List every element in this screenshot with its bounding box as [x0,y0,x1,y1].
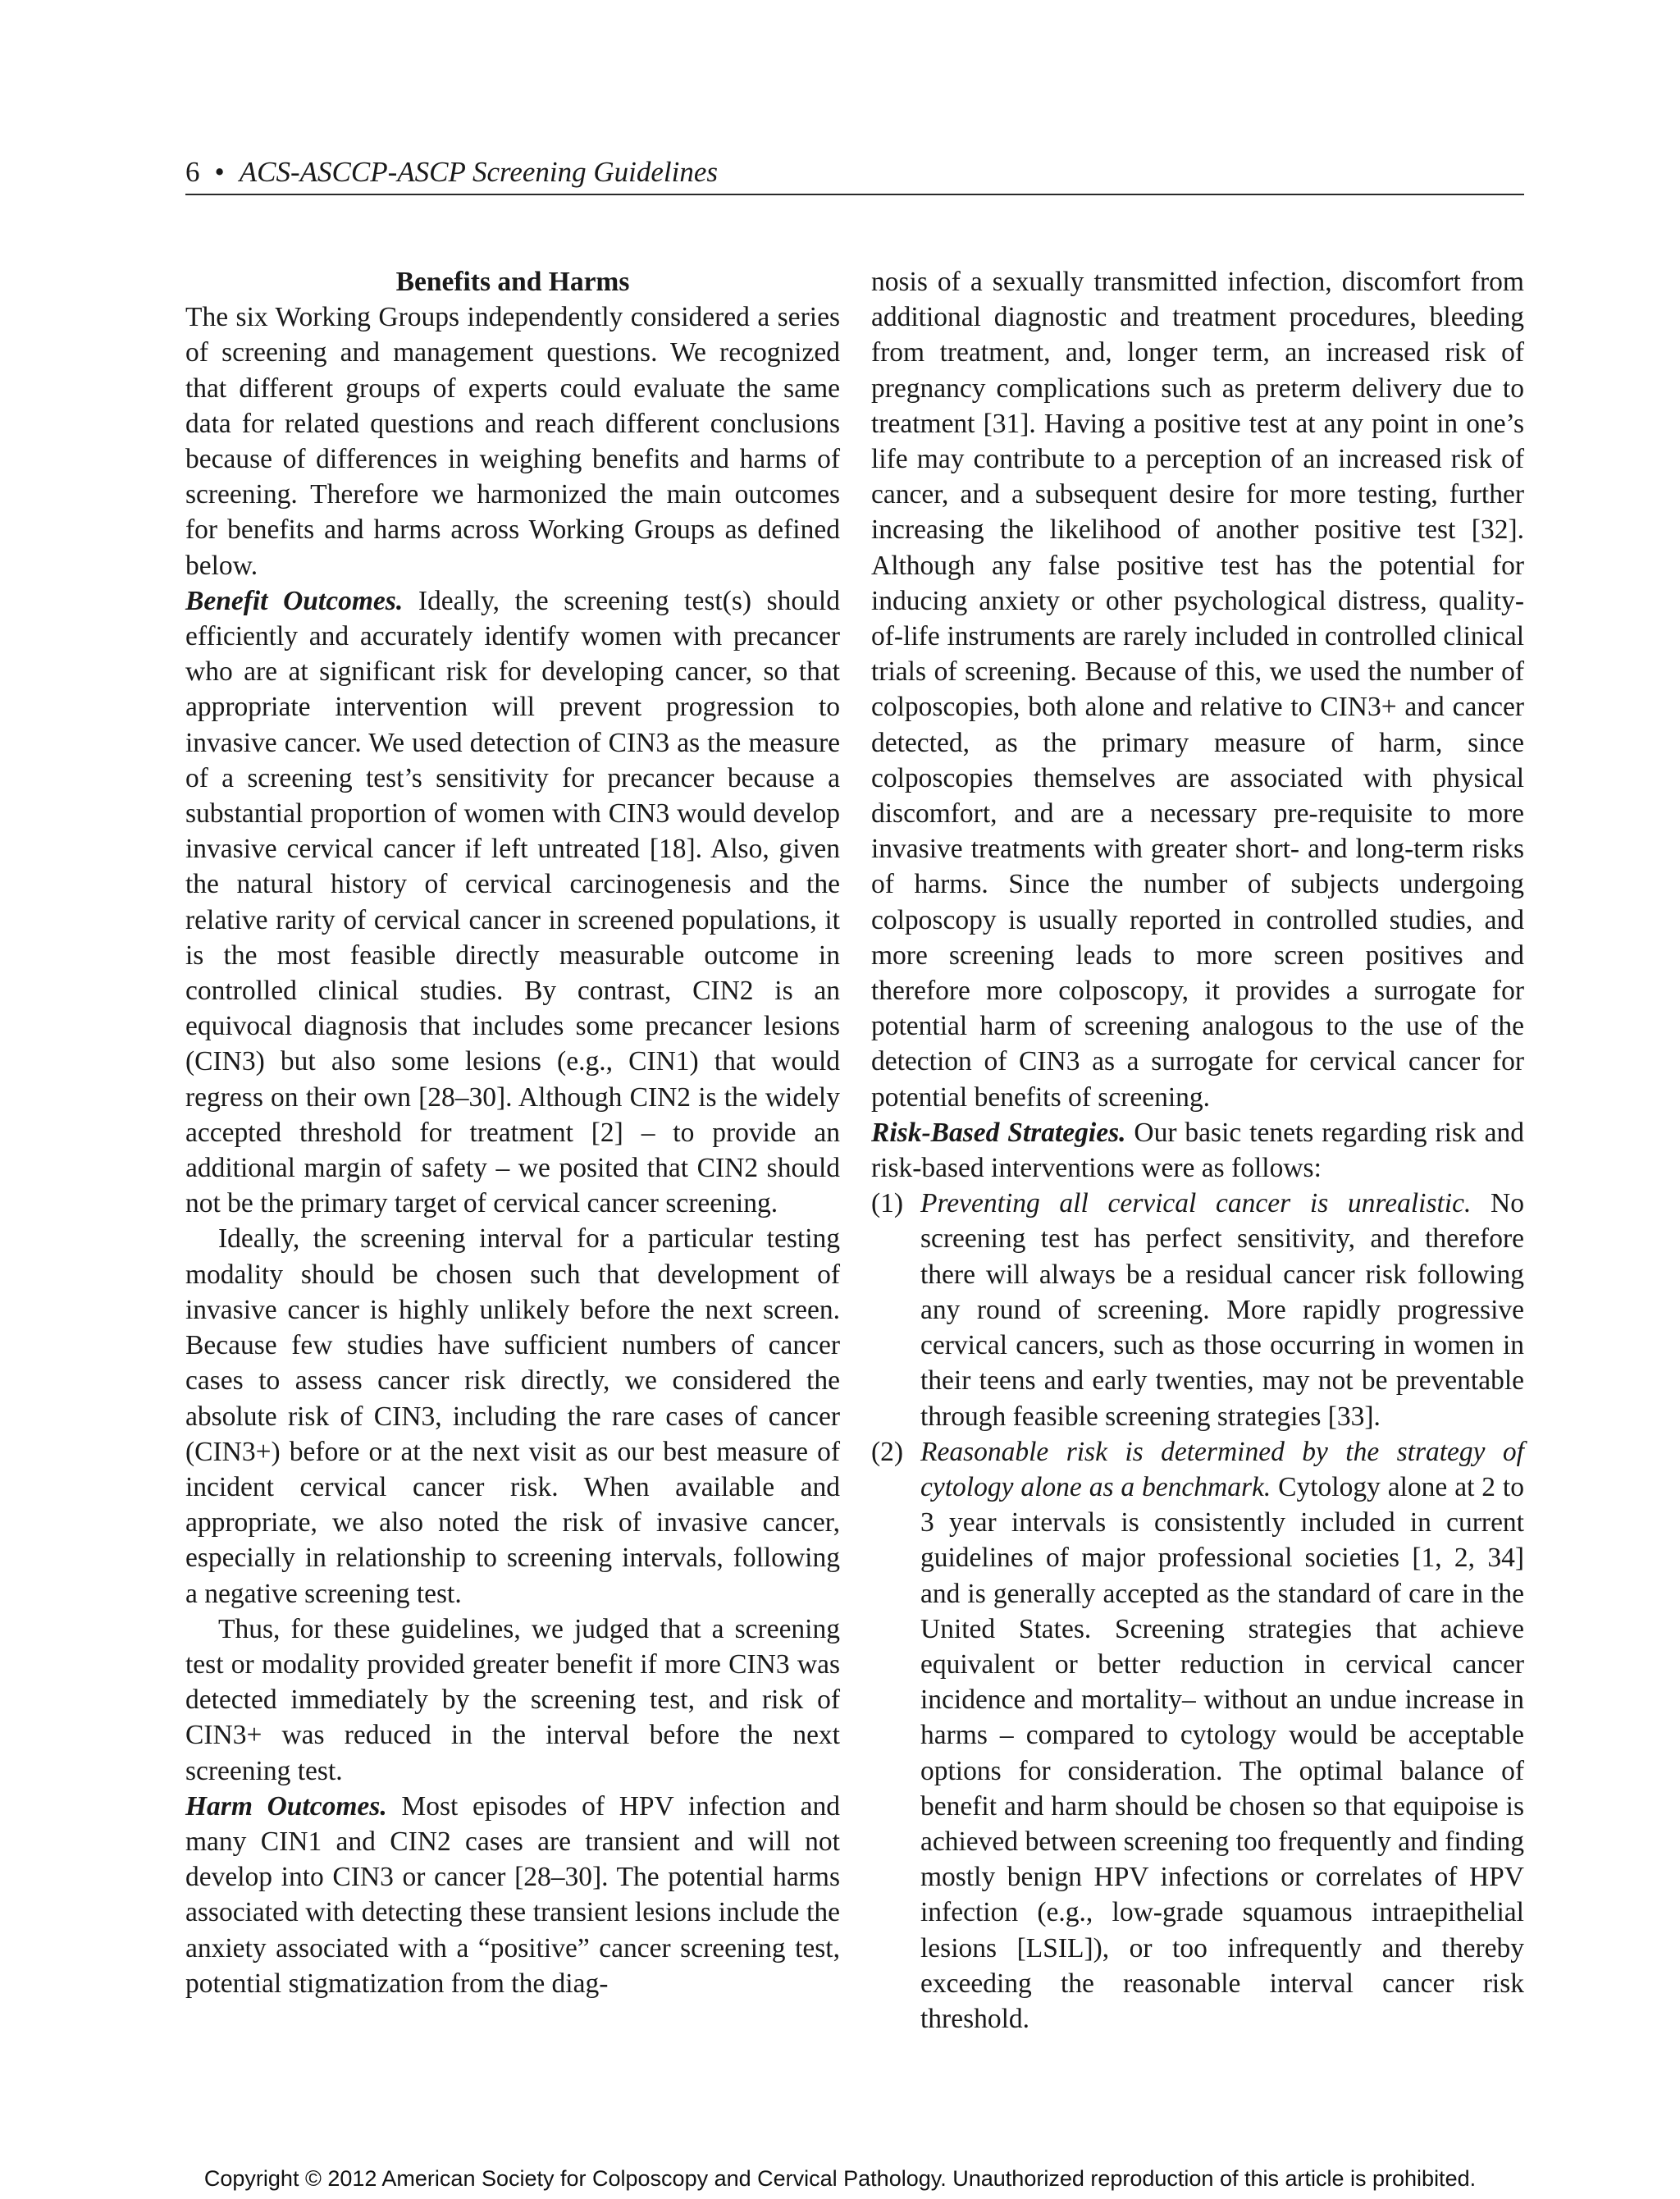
list-item [871,1186,1524,1433]
list-item-italic: Preventing all cervical cancer is unrealistic. [920,1188,1472,1219]
risk-heading: Risk-Based Strategies. [871,1117,1126,1148]
thus-paragraph: Thus, for these guidelines, we judged that a screening test or modality provided greater benefit if more CIN3 was detected immediately by the screening test, and risk of CIN3+ was reduced in the interval before the next screening test. [185,1613,840,1786]
running-head [185,153,1524,192]
header-bullet: • [214,156,225,188]
harm-heading: Harm Outcomes. [185,1790,387,1822]
list-item-label: (1) [871,1188,904,1219]
list-item [871,1434,1524,2037]
intro-paragraph: The six Working Groups independently considered a series of screening and management questions. We recognized that different groups of experts could evaluate the same data for related questions and reach different conclusions because of differences in weighing benefits and harms of screening. Therefore we harmonized the main outcomes for benefits and harms across Working Groups as defined below. [185,302,840,581]
risk-text: Our basic tenets regarding risk and risk-based interventions were as follows: [871,1117,1524,1184]
harm-text: Most episodes of HPV infection and many CIN1 and CIN2 cases are transient and will not develop into CIN3 or cancer [28–30]. The potential harms associated with detecting these transient lesions include the anxiety associated with a “positive” cancer screening test, potential stigmatization from the diag- [185,1790,840,1999]
page-number: 6 [185,156,200,188]
benefit-paragraph [185,583,840,1222]
benefit-text: Ideally, the screening test(s) should efficiently and accurately identify women with precancer who are at significant risk for developing cancer, so that appropriate intervention will prevent progression to invasive cancer. We used detection of CIN3 as the measure of a screening test’s sensitivity for precancer because a substantial proportion of women with CIN3 would develop invasive cervical cancer if left untreated [18]. Also, given the natural history of cervical carcinogenesis and the relative rarity of cervical cancer in screened populations, it is the most feasible directly measurable outcome in controlled clinical studies. By contrast, CIN2 is an equivocal diagnosis that includes some precancer lesions (CIN3) but also some lesions (e.g., CIN1) that would regress on their own [28–30]. Although CIN2 is the widely accepted threshold for treatment [2] – to provide an additional margin of safety – we posited that CIN2 should not be the primary target of cervical cancer screening. [185,585,840,1219]
list-item-text: Cytology alone at 2 to 3 year intervals is consistently included in current guidelines of major professional societies [1, 2, 34] and is generally accepted as the standard of care in the United States. Screening strategies that achieve equivalent or better reduction in cervical cancer incidence and mortality– without an undue increase in harms – compared to cytology would be acceptable options for consideration. The optimal balance of benefit and harm should be chosen so that equipoise is achieved between screening too frequently and finding mostly benign HPV infections or correlates of HPV infection (e.g., low-grade squamous intraepithelial lesions [LSIL]), or too infrequently and thereby exceeding the reasonable interval cancer risk threshold. [920,1471,1524,2034]
list-item-text: No screening test has perfect sensitivity, and therefore there will always be a residual cancer risk following any round of screening. More rapidly progressive cervical cancers, such as those occurring in women in their teens and early twenties, may not be preventable through feasible screening strategies [33]. [920,1188,1524,1432]
left-column [185,264,840,2001]
interval-paragraph: Ideally, the screening interval for a particular testing modality should be chosen such that development of invasive cancer is highly unlikely before the next screen. Because few studies have sufficient numbers of cancer cases to assess cancer risk directly, we considered the absolute risk of CIN3, including the rare cases of cancer (CIN3+) before or at the next visit as our best measure of incident cervical cancer risk. When available and appropriate, we also noted the risk of invasive cancer, especially in relationship to screening intervals, following a negative screening test. [185,1223,840,1609]
harm-paragraph [185,1789,840,2001]
list-item-italic: Reasonable risk is determined by the strategy of cytology alone as a benchmark. [920,1436,1524,1502]
harm-continued-paragraph: nosis of a sexually transmitted infection, discomfort from additional diagnostic and treatment procedures, bleeding from treatment, and, longer term, an increased risk of pregnancy complications such as preterm delivery due to treatment [31]. Having a positive test at any point in one’s life may contribute to a perception of an increased risk of cancer, and a subsequent desire for more testing, further increasing the likelihood of another positive test [32]. Although any false positive test has the potential for inducing anxiety or other psychological distress, quality-of-life instruments are rarely included in controlled clinical trials of screening. Because of this, we used the number of colposcopies, both alone and relative to CIN3+ and cancer detected, as the primary measure of harm, since colposcopies themselves are associated with physical discomfort, and are a necessary pre-requisite to more invasive treatments with greater short- and long-term risks of harms. Since the number of subjects undergoing colposcopy is usually reported in controlled studies, and more screening leads to more screen positives and therefore more colposcopy, it provides a surrogate for potential harm of screening analogous to the use of the detection of CIN3 as a surrogate for cervical cancer for potential benefits of screening. [871,267,1524,1113]
tenets-list [871,1186,1524,2037]
copyright-footer: Copyright © 2012 American Society for Colposcopy and Cervical Pathology. Unauthorized reproduction of this article is prohibited. [203,2166,1477,2191]
running-title: ACS-ASCCP-ASCP Screening Guidelines [239,156,719,188]
section-heading: Benefits and Harms [395,267,630,297]
risk-paragraph [871,1115,1524,1186]
list-item-label: (2) [871,1436,904,1467]
right-column [871,264,1524,2037]
header-rule [185,194,1524,195]
benefit-heading: Benefit Outcomes. [185,585,404,616]
